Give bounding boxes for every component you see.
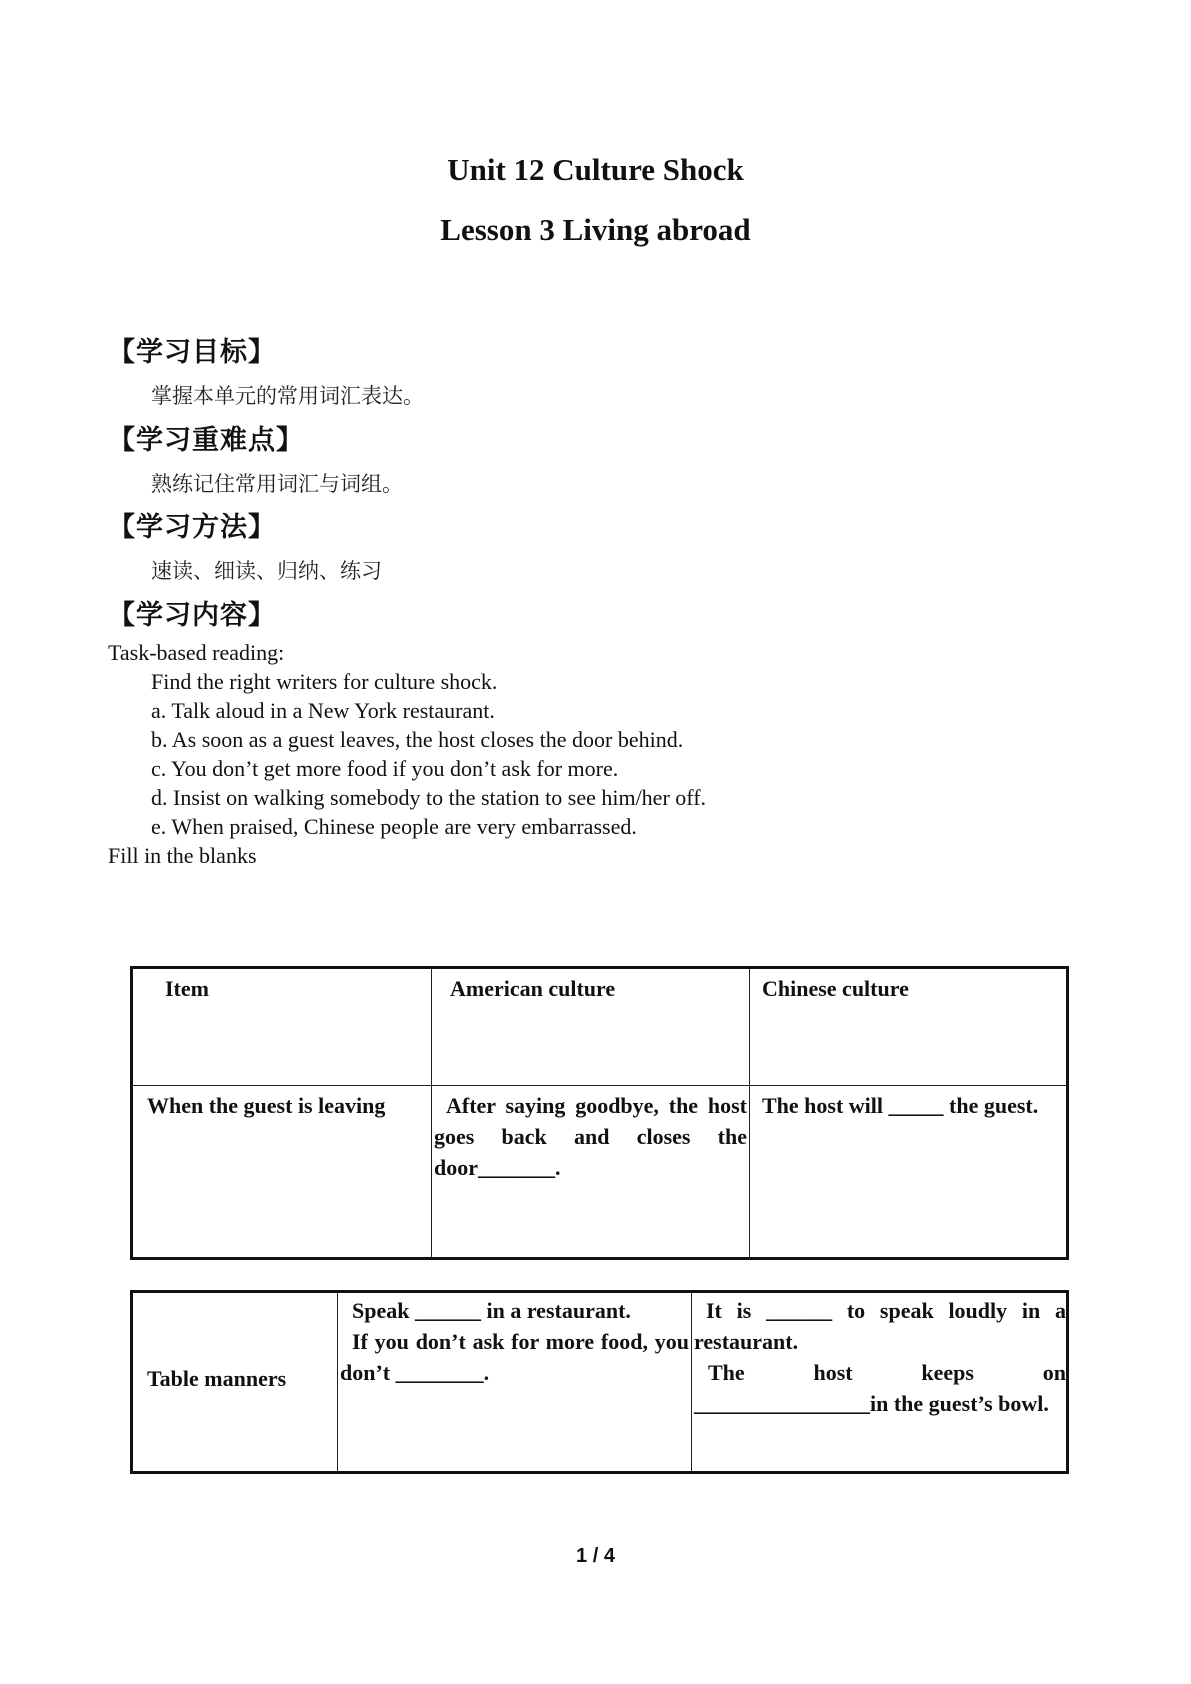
culture-table-1 [130,966,1069,1260]
reading-item-a: a. Talk aloud in a New York restaurant. [151,698,495,723]
section-heading-objectives: 【学习目标】 [108,337,276,368]
row-chinese-table-manners [692,1292,1068,1473]
row-american-table-manners [338,1292,692,1473]
reading-item-b: b. As soon as a guest leaves, the host closes the door behind. [151,727,684,752]
row-item-leaving: When the guest is leaving [132,1086,432,1259]
chinese-blank-1: It is ______ to speak loudly in a restaurant. [694,1298,1066,1354]
culture-table-2 [130,1290,1069,1474]
reading-label: Task-based reading: [108,640,285,665]
section-body-objectives: 掌握本单元的常用词汇表达。 [151,384,424,408]
fill-label: Fill in the blanks [108,843,257,868]
page-title: Unit 12 Culture Shock [447,152,744,187]
table-row [132,1292,1068,1473]
reading-item-e: e. When praised, Chinese people are very embarrassed. [151,814,637,839]
chinese-blank-2: The host keeps on ________________in the guest’s bowl. [694,1360,1066,1416]
row-chinese-leaving: The host will _____ the guest. [750,1086,1068,1259]
section-heading-content: 【学习内容】 [108,600,276,631]
american-blank-1: Speak ______ in a restaurant. [352,1298,631,1323]
american-blank-2: If you don’t ask for more food, you don’t ________. [340,1329,689,1385]
header-american: American culture [432,968,750,1086]
header-item: Item [132,968,432,1086]
table-row [132,1086,1068,1259]
section-heading-methods: 【学习方法】 [108,512,276,543]
reading-instruction: Find the right writers for culture shock. [151,669,498,694]
page-subtitle: Lesson 3 Living abroad [440,212,751,247]
row-item-table-manners: Table manners [132,1292,338,1473]
section-body-key-points: 熟练记住常用词汇与词组。 [151,472,403,496]
section-body-methods: 速读、细读、归纳、练习 [151,559,382,583]
section-heading-key-points: 【学习重难点】 [108,425,304,456]
reading-item-d: d. Insist on walking somebody to the station to see him/her off. [151,785,707,810]
row-american-leaving: After saying goodbye, the host goes back and closes the door_______. [432,1086,750,1259]
header-chinese: Chinese culture [750,968,1068,1086]
page-number: 1 / 4 [576,1545,615,1567]
reading-item-c: c. You don’t get more food if you don’t ask for more. [151,756,619,781]
table-header-row [132,968,1068,1086]
